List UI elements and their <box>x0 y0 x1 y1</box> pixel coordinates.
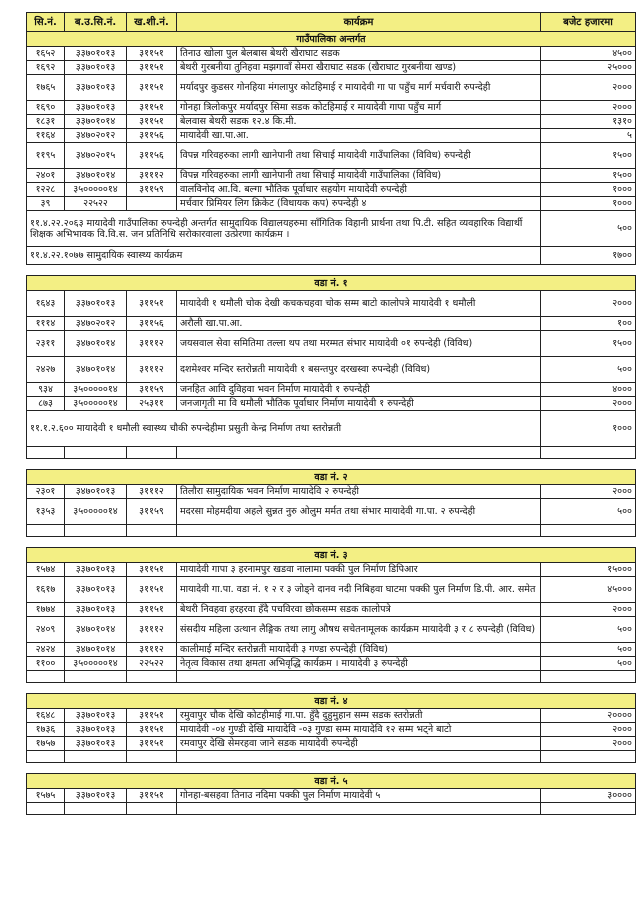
cell-program: रमवापुर देखि सेमरहवा जाने सडक मायादेवी रुपन्देही <box>177 737 541 751</box>
cell-kha: ३११५१ <box>127 75 177 101</box>
blank-cell <box>177 803 541 815</box>
cell-kha: ३१११२ <box>127 485 177 499</box>
cell-program: मर्यादपुर कुडसर गोनहिया मंगलापुर कोटहिमाई र मायादेवी गा पा पहुँच मार्ग मर्चवारी रुपन्देही <box>177 75 541 101</box>
cell-kha <box>127 197 177 211</box>
cell-program: अरौली खा.पा.आ. <box>177 317 541 331</box>
cell-budget: २००० <box>541 397 636 411</box>
table-row <box>27 617 636 643</box>
cell-kha: ३१११२ <box>127 169 177 183</box>
blank-cell <box>177 751 541 763</box>
cell-program: विपन्न गरिवहरुका लागी खानेपानी तथा सिचाई मायादेवी गाउँपालिका (विविध) रुपन्देही <box>177 143 541 169</box>
cell-kha: ३११५१ <box>127 789 177 803</box>
cell-program: गोनहा-बसहवा तिनाउ नदिमा पक्की पुल निर्माण मायादेवी ५ <box>177 789 541 803</box>
cell-budget: २००० <box>541 485 636 499</box>
budget-document <box>26 12 635 815</box>
cell-program: जनजागृती मा वि धमौली भौतिक पूर्वाधार निर्माण मायादेवी १ रुपन्देही <box>177 397 541 411</box>
blank-row <box>27 751 636 763</box>
cell-budget: २००० <box>541 723 636 737</box>
blank-cell <box>65 447 127 459</box>
table-row <box>27 183 636 197</box>
cell-budget: २००० <box>541 603 636 617</box>
cell-code: ३३७०१०१४ <box>65 115 127 129</box>
blank-cell <box>541 751 636 763</box>
section-gap <box>27 265 636 276</box>
cell-sn: २४२७ <box>27 357 65 383</box>
cell-program: तिलौरा सामुदायिक भवन निर्माण मायादेवि २ रुपन्देही <box>177 485 541 499</box>
cell-budget: ४५००० <box>541 577 636 603</box>
cell-kha: ३१११२ <box>127 643 177 657</box>
section-title-row <box>27 470 636 485</box>
cell-kha: ३११५१ <box>127 47 177 61</box>
cell-sn: १७३६ <box>27 723 65 737</box>
table-row <box>27 723 636 737</box>
cell-code: ३३७०१०१३ <box>65 47 127 61</box>
table-row <box>27 737 636 751</box>
blank-cell <box>27 525 65 537</box>
cell-sn: २३११ <box>27 331 65 357</box>
cell-sn: १७७४ <box>27 603 65 617</box>
cell-budget: १३१० <box>541 115 636 129</box>
cell-code: ३४७०१०१४ <box>65 331 127 357</box>
cell-kha: २२५२२ <box>127 657 177 671</box>
header-sn: सि.नं. <box>27 13 65 32</box>
cell-kha: ३११५१ <box>127 101 177 115</box>
cell-kha: ३११५१ <box>127 115 177 129</box>
cell-program: गोनहा त्रिलोकपुर मर्यादपुर सिमा सडक कोटहिमाई र मायादेवी गापा पहुँच मार्ग <box>177 101 541 115</box>
cell-budget: १७०० <box>541 247 636 265</box>
cell-sn: १७५७ <box>27 737 65 751</box>
blank-cell <box>127 751 177 763</box>
cell-code: ३४७०१०१४ <box>65 643 127 657</box>
cell-program: बेथरी निवहवा हरहरवा हँदै पचविरवा छोकसम्म सडक कालोपत्रे <box>177 603 541 617</box>
cell-code: ३३७०१०१३ <box>65 61 127 75</box>
cell-sn: १६४८ <box>27 709 65 723</box>
table-row <box>27 563 636 577</box>
cell-program: नेतृत्व विकास तथा क्षमता अभिवृद्धि कार्यक्रम । मायादेवी ३ रुपन्देही <box>177 657 541 671</box>
cell-program: मायादेवी -०४ गुण्डी देखि मायादेवि -०३ गुण्डा सम्म मायादेवि १२ सम्म भट्ने बाटो <box>177 723 541 737</box>
cell-program: रमुवापुर चौक देखि कोटहीमाई गा.पा. हुँदै दुहुमुहान सम्म सडक स्तरोन्नती <box>177 709 541 723</box>
cell-code: ३४७०२०१५ <box>65 143 127 169</box>
cell-code: ३५०००००१४ <box>65 657 127 671</box>
cell-code: ३५०००००१४ <box>65 499 127 525</box>
section-title-row <box>27 548 636 563</box>
cell-sn: ११०० <box>27 657 65 671</box>
cell-budget: १५००० <box>541 563 636 577</box>
cell-kha: ३११५१ <box>127 709 177 723</box>
section-title: वडा नं. १ <box>27 276 636 291</box>
cell-code: ३३७०१०१३ <box>65 603 127 617</box>
table-row <box>27 499 636 525</box>
cell-kha: ३११५९ <box>127 183 177 197</box>
cell-code: ३३७०१०१३ <box>65 291 127 317</box>
table-row <box>27 129 636 143</box>
cell-code: ३५०००००१४ <box>65 383 127 397</box>
cell-code: ३३७०१०१३ <box>65 75 127 101</box>
blank-cell <box>27 447 65 459</box>
cell-sn: २४०९ <box>27 617 65 643</box>
cell-budget: ४००० <box>541 383 636 397</box>
cell-sn: १६५२ <box>27 47 65 61</box>
blank-row <box>27 803 636 815</box>
table-row <box>27 603 636 617</box>
cell-program: मायादेवी १ धमौली चोक देखी कचकचहवा चोक सम्म बाटो कालोपत्रे मायादेवी १ धमौली <box>177 291 541 317</box>
section-gap <box>27 459 636 470</box>
blank-cell <box>27 751 65 763</box>
cell-sn: १६१७ <box>27 577 65 603</box>
table-row <box>27 709 636 723</box>
cell-kha: ३११५६ <box>127 143 177 169</box>
section-gap-cell <box>27 459 636 470</box>
table-row <box>27 577 636 603</box>
cell-budget: ५०० <box>541 643 636 657</box>
section-gap-cell <box>27 265 636 276</box>
table-row <box>27 789 636 803</box>
blank-row <box>27 447 636 459</box>
cell-program: संसदीय महिला उत्थान लैङ्गिक तथा लागु औषध सचेतनामूलक कार्यक्रम मायादेवी ३ र ८ रुपन्देही (विविध) <box>177 617 541 643</box>
blank-cell <box>177 447 541 459</box>
table-row <box>27 61 636 75</box>
cell-budget: २००० <box>541 291 636 317</box>
blank-cell <box>177 525 541 537</box>
cell-budget: ५०० <box>541 211 636 247</box>
cell-kha: २५३११ <box>127 397 177 411</box>
cell-kha: ३१११२ <box>127 357 177 383</box>
section-title: वडा नं. ३ <box>27 548 636 563</box>
cell-code: ३४७०२०१२ <box>65 317 127 331</box>
cell-budget: ५०० <box>541 499 636 525</box>
blank-row <box>27 671 636 683</box>
cell-program: मर्चवार प्रिमियर लिग क्रिकेट (विधायक कप) रुपन्देही ४ <box>177 197 541 211</box>
cell-budget: २५००० <box>541 61 636 75</box>
cell-program: तिनाउ खोला पुल बेलबास बेथरी खैराघाट सडक <box>177 47 541 61</box>
cell-code: ३४७०१०१४ <box>65 169 127 183</box>
cell-program: बेलवास बेथरी सडक १२.४ कि.मी. <box>177 115 541 129</box>
cell-sn: १२२८ <box>27 183 65 197</box>
cell-budget: ३०००० <box>541 789 636 803</box>
header-program: कार्यक्रम <box>177 13 541 32</box>
cell-budget: २०००० <box>541 709 636 723</box>
cell-kha: ३११५१ <box>127 61 177 75</box>
cell-sn: ११९५ <box>27 143 65 169</box>
blank-cell <box>127 803 177 815</box>
cell-budget: १००० <box>541 197 636 211</box>
blank-cell <box>65 525 127 537</box>
table-row <box>27 485 636 499</box>
blank-cell <box>27 803 65 815</box>
cell-kha: ३११५१ <box>127 291 177 317</box>
cell-code: ३४७०१०१३ <box>65 485 127 499</box>
blank-cell <box>177 671 541 683</box>
blank-cell <box>127 671 177 683</box>
section-title-row <box>27 276 636 291</box>
table-row <box>27 331 636 357</box>
cell-program: जनहित आवि दुविहवा भवन निर्माण मायादेवी १ रुपन्देही <box>177 383 541 397</box>
section-gap-cell <box>27 537 636 548</box>
cell-sn: ११६४ <box>27 129 65 143</box>
header-code: ब.उ.सि.नं. <box>65 13 127 32</box>
table-row <box>27 657 636 671</box>
cell-budget: १००० <box>541 411 636 447</box>
cell-code: ३४७०२०१२ <box>65 129 127 143</box>
cell-program-full: ११.४.२२.१०७७ सामुदायिक स्वास्थ्य कार्यक्रम <box>27 247 541 265</box>
cell-budget: ५०० <box>541 657 636 671</box>
cell-kha: ३११५६ <box>127 317 177 331</box>
cell-budget: २००० <box>541 75 636 101</box>
section-gap <box>27 537 636 548</box>
blank-cell <box>127 525 177 537</box>
cell-sn: १११४ <box>27 317 65 331</box>
table-row <box>27 115 636 129</box>
cell-sn: ३९ <box>27 197 65 211</box>
table-row <box>27 101 636 115</box>
cell-budget: १५०० <box>541 331 636 357</box>
cell-program: मदरसा मोहमदीया अहले सुन्नत नुरु ओलुम मर्मत तथा संभार मायादेवी गा.पा. २ रुपन्देही <box>177 499 541 525</box>
cell-sn: १३५३ <box>27 499 65 525</box>
cell-sn: २४२४ <box>27 643 65 657</box>
cell-budget: ५ <box>541 129 636 143</box>
cell-sn: २४०१ <box>27 169 65 183</box>
table-row-full <box>27 247 636 265</box>
cell-code: ३३७०१०१३ <box>65 709 127 723</box>
cell-sn: १८३१ <box>27 115 65 129</box>
table-row <box>27 397 636 411</box>
cell-code: ३५०००००१४ <box>65 183 127 197</box>
table-row <box>27 143 636 169</box>
cell-sn: १६९२ <box>27 61 65 75</box>
cell-kha: ३११५१ <box>127 603 177 617</box>
table-row-full <box>27 411 636 447</box>
cell-budget: २००० <box>541 101 636 115</box>
cell-sn: १६९० <box>27 101 65 115</box>
cell-kha: ३११५१ <box>127 577 177 603</box>
cell-code: २२५२२ <box>65 197 127 211</box>
table-row <box>27 383 636 397</box>
cell-sn: २३०१ <box>27 485 65 499</box>
section-gap <box>27 763 636 774</box>
cell-program-full: ११.४.२२.२०६३ मायादेवी गाउँपालिका रुपन्देही अन्तर्गत सामुदायिक विद्यालयहरुमा साँगितिक विहानी प्रार्थना तथा पि.टी. सहित व्यवहारिक विद्यार्थी शिक्षक अभिभावक वि.वि.स. जन प्रतिनिधि सरोकारवाला उत्प्रेरणा कार्यक्रम । <box>27 211 541 247</box>
blank-cell <box>65 671 127 683</box>
cell-budget: ५०० <box>541 617 636 643</box>
cell-kha: ३११५९ <box>127 499 177 525</box>
section-title: वडा नं. ४ <box>27 694 636 709</box>
cell-code: ३४७०१०१४ <box>65 357 127 383</box>
cell-budget: ४५०० <box>541 47 636 61</box>
cell-program: कालीमाई मन्दिर स्तरोन्नती मायादेवी ३ गण्डा रुपन्देही (विविध) <box>177 643 541 657</box>
blank-cell <box>27 671 65 683</box>
table-row <box>27 75 636 101</box>
section-title: गाउँपालिका अन्तर्गत <box>27 32 636 47</box>
section-gap-cell <box>27 683 636 694</box>
cell-program: जयसवाल सेवा समितिमा तल्ला थप तथा मरम्मत संभार मायादेवी ०१ रुपन्देही (विविध) <box>177 331 541 357</box>
cell-code: ३३७०१०१३ <box>65 101 127 115</box>
cell-program: दशमेश्वर मन्दिर स्तरोन्नती मायादेवी १ बसन्तपुर दरखस्वा रुपन्देही (विविध) <box>177 357 541 383</box>
section-title-row <box>27 774 636 789</box>
cell-program: मायादेवी गापा ३ हरनामपुर खडवा नालामा पक्की पुल निर्माण डिपिआर <box>177 563 541 577</box>
section-gap-cell <box>27 763 636 774</box>
table-row <box>27 643 636 657</box>
section-title: वडा नं. ५ <box>27 774 636 789</box>
cell-kha: ३११५१ <box>127 737 177 751</box>
cell-budget: ५०० <box>541 357 636 383</box>
cell-sn: १५७५ <box>27 789 65 803</box>
blank-cell <box>541 525 636 537</box>
cell-kha: ३११५९ <box>127 383 177 397</box>
cell-program: मायादेवी गा.पा. वडा नं. १ २ र ३ जोड्ने दानव नदी निबिहवा घाटमा पक्की पुल निर्माण डि.पी. आर. समेत <box>177 577 541 603</box>
table-row <box>27 197 636 211</box>
cell-kha: ३१११२ <box>127 617 177 643</box>
cell-budget: २००० <box>541 737 636 751</box>
header-budget: बजेट हजारमा <box>541 13 636 32</box>
blank-cell <box>541 447 636 459</box>
blank-cell <box>65 751 127 763</box>
cell-kha: ३११५६ <box>127 129 177 143</box>
section-title-row <box>27 32 636 47</box>
section-gap <box>27 683 636 694</box>
cell-budget: १५०० <box>541 169 636 183</box>
cell-sn: १६४३ <box>27 291 65 317</box>
blank-cell <box>541 671 636 683</box>
table-row <box>27 357 636 383</box>
section-title-row <box>27 694 636 709</box>
cell-program: मायादेवी खा.पा.आ. <box>177 129 541 143</box>
table-row-full <box>27 211 636 247</box>
cell-sn: ८७३ <box>27 397 65 411</box>
table-row <box>27 317 636 331</box>
table-row <box>27 169 636 183</box>
blank-cell <box>541 803 636 815</box>
table-row <box>27 47 636 61</box>
cell-code: ३३७०१०१३ <box>65 563 127 577</box>
cell-sn: १७६५ <box>27 75 65 101</box>
cell-program: विपन्न गरिवहरुका लागी खानेपानी तथा सिचाई मायादेवी गाउँपालिका (विविध) <box>177 169 541 183</box>
cell-code: ३३७०१०१३ <box>65 737 127 751</box>
blank-row <box>27 525 636 537</box>
cell-code: ३५०००००१४ <box>65 397 127 411</box>
cell-code: ३३७०१०१३ <box>65 577 127 603</box>
cell-kha: ३११५१ <box>127 723 177 737</box>
cell-program: वालविनोद आ.वि. बल्गा भौतिक पूर्वाधार सहयोग मायादेवी रुपन्देही <box>177 183 541 197</box>
cell-kha: ३११५१ <box>127 563 177 577</box>
cell-budget: १५०० <box>541 143 636 169</box>
cell-kha: ३१११२ <box>127 331 177 357</box>
cell-sn: ९३४ <box>27 383 65 397</box>
cell-code: ३४७०१०१४ <box>65 617 127 643</box>
cell-sn: १५७४ <box>27 563 65 577</box>
cell-code: ३३७०१०१३ <box>65 789 127 803</box>
budget-table <box>26 12 636 815</box>
cell-budget: १००० <box>541 183 636 197</box>
blank-cell <box>65 803 127 815</box>
cell-program-full: ११.१.२.६०० मायादेवी १ धमौली स्वास्थ्य चौकी रुपन्देहीमा प्रसुती केन्द्र निर्माण तथा स्तरोन्नती <box>27 411 541 447</box>
section-title: वडा नं. २ <box>27 470 636 485</box>
header-kha: ख.शी.नं. <box>127 13 177 32</box>
cell-program: बेथरी गुरबनीया तुनिहवा मझगावाँ सेमरा खैराघाट सडक (खैराघाट गुरबनीया खण्ड) <box>177 61 541 75</box>
cell-budget: १०० <box>541 317 636 331</box>
cell-code: ३३७०१०१३ <box>65 723 127 737</box>
table-header-row <box>27 13 636 32</box>
table-row <box>27 291 636 317</box>
blank-cell <box>127 447 177 459</box>
